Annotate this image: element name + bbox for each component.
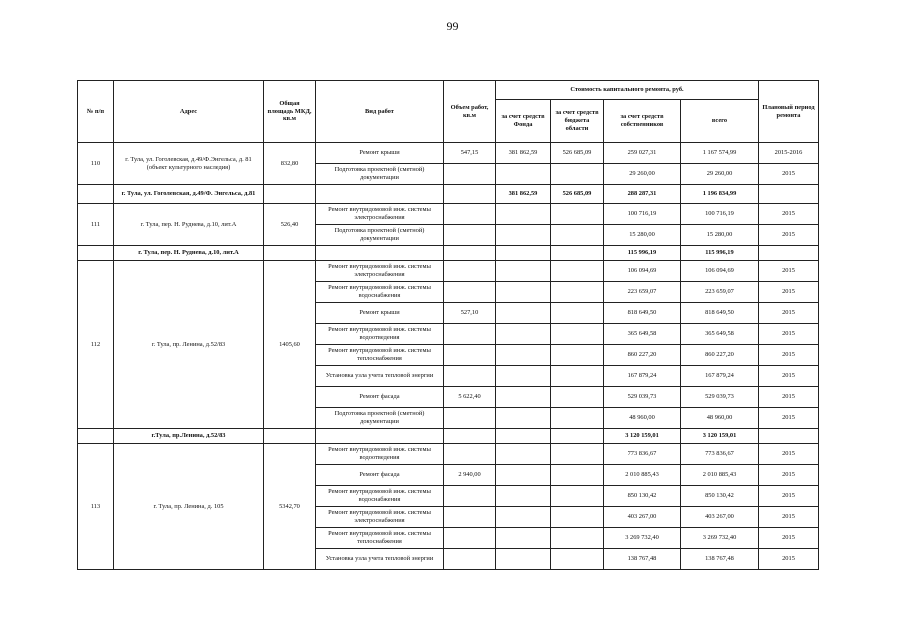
period-cell: 2015-2016 — [759, 143, 819, 164]
volume-cell — [444, 444, 496, 465]
subtotal-row — [78, 185, 819, 204]
address-cell: г. Тула, пр. Ленина, д. 105 — [114, 444, 264, 570]
subtotal-total: 3 120 159,01 — [681, 429, 759, 444]
budget-cell — [551, 549, 604, 570]
period-cell: 2015 — [759, 164, 819, 185]
fund-cell — [496, 408, 551, 429]
work-type-cell: Ремонт внутридомовой инж. системы водоотведения — [316, 324, 444, 345]
volume-cell: 547,15 — [444, 143, 496, 164]
capital-repair-table — [77, 80, 819, 570]
work-type-cell: Ремонт внутридомовой инж. системы водоснабжения — [316, 486, 444, 507]
col-header-cost-group: Стоимость капитального ремонта, руб. — [496, 81, 759, 100]
volume-cell — [444, 261, 496, 282]
subtotal-period — [759, 185, 819, 204]
volume-cell — [444, 225, 496, 246]
total-cell: 860 227,20 — [681, 345, 759, 366]
work-type-cell: Ремонт внутридомовой инж. системы теплоснабжения — [316, 345, 444, 366]
volume-cell: 5 622,40 — [444, 387, 496, 408]
total-cell: 1 167 574,99 — [681, 143, 759, 164]
work-type-cell: Ремонт фасада — [316, 465, 444, 486]
work-type-cell: Ремонт внутридомовой инж. системы электроснабжения — [316, 507, 444, 528]
total-cell: 773 836,67 — [681, 444, 759, 465]
subtotal-area — [264, 246, 316, 261]
work-type-cell: Ремонт крыши — [316, 143, 444, 164]
subtotal-period — [759, 429, 819, 444]
col-header-budget: за счет средств бюджета области — [551, 100, 604, 143]
total-cell: 850 130,42 — [681, 486, 759, 507]
work-type-cell: Подготовка проектной (сметной) документации — [316, 225, 444, 246]
row-number: 110 — [78, 143, 114, 185]
owners-cell: 100 716,19 — [604, 204, 681, 225]
budget-cell: 526 685,09 — [551, 143, 604, 164]
fund-cell — [496, 303, 551, 324]
subtotal-period — [759, 246, 819, 261]
volume-cell — [444, 324, 496, 345]
owners-cell: 529 039,73 — [604, 387, 681, 408]
owners-cell: 167 879,24 — [604, 366, 681, 387]
budget-cell — [551, 366, 604, 387]
row-number: 113 — [78, 444, 114, 570]
col-header-volume: Объем работ, кв.м — [444, 81, 496, 143]
subtotal-volume — [444, 429, 496, 444]
total-cell: 15 280,00 — [681, 225, 759, 246]
subtotal-row — [78, 429, 819, 444]
volume-cell — [444, 204, 496, 225]
period-cell: 2015 — [759, 261, 819, 282]
address-cell: г. Тула, пер. Н. Руднева, д.10, лит.А — [114, 204, 264, 246]
subtotal-fund: 381 862,59 — [496, 185, 551, 204]
subtotal-total: 1 196 834,99 — [681, 185, 759, 204]
volume-cell — [444, 486, 496, 507]
budget-cell — [551, 261, 604, 282]
volume-cell — [444, 507, 496, 528]
budget-cell — [551, 465, 604, 486]
page-number: 99 — [446, 19, 459, 33]
subtotal-label: г.Тула, пр.Ленина, д.52/83 — [114, 429, 264, 444]
fund-cell — [496, 164, 551, 185]
subtotal-label: г. Тула, пер. Н. Руднева, д.10, лит.А — [114, 246, 264, 261]
fund-cell — [496, 486, 551, 507]
work-type-cell: Установка узла учета тепловой энергии — [316, 549, 444, 570]
area-cell: 526,40 — [264, 204, 316, 246]
period-cell: 2015 — [759, 366, 819, 387]
total-cell: 48 960,00 — [681, 408, 759, 429]
period-cell: 2015 — [759, 324, 819, 345]
address-cell: г. Тула, пр. Ленина, д.52/83 — [114, 261, 264, 429]
total-cell: 223 659,07 — [681, 282, 759, 303]
subtotal-owners: 115 996,19 — [604, 246, 681, 261]
period-cell: 2015 — [759, 282, 819, 303]
budget-cell — [551, 282, 604, 303]
fund-cell — [496, 366, 551, 387]
budget-cell — [551, 225, 604, 246]
fund-cell — [496, 549, 551, 570]
owners-cell: 850 130,42 — [604, 486, 681, 507]
subtotal-num — [78, 429, 114, 444]
subtotal-budget — [551, 429, 604, 444]
work-type-cell: Ремонт внутридомовой инж. системы водоотведения — [316, 444, 444, 465]
budget-cell — [551, 507, 604, 528]
volume-cell — [444, 345, 496, 366]
period-cell: 2015 — [759, 549, 819, 570]
subtotal-volume — [444, 185, 496, 204]
fund-cell — [496, 507, 551, 528]
period-cell: 2015 — [759, 465, 819, 486]
subtotal-num — [78, 185, 114, 204]
period-cell: 2015 — [759, 345, 819, 366]
col-header-period: Плановый период ремонта — [759, 81, 819, 143]
owners-cell: 860 227,20 — [604, 345, 681, 366]
volume-cell: 527,10 — [444, 303, 496, 324]
budget-cell — [551, 387, 604, 408]
table-row — [78, 261, 819, 282]
total-cell: 2 010 885,43 — [681, 465, 759, 486]
total-cell: 818 649,50 — [681, 303, 759, 324]
owners-cell: 773 836,67 — [604, 444, 681, 465]
owners-cell: 29 260,00 — [604, 164, 681, 185]
period-cell: 2015 — [759, 408, 819, 429]
table-body — [78, 143, 819, 570]
budget-cell — [551, 486, 604, 507]
volume-cell — [444, 282, 496, 303]
total-cell: 403 267,00 — [681, 507, 759, 528]
owners-cell: 3 269 732,40 — [604, 528, 681, 549]
work-type-cell: Ремонт крыши — [316, 303, 444, 324]
area-cell: 1405,60 — [264, 261, 316, 429]
owners-cell: 48 960,00 — [604, 408, 681, 429]
total-cell: 167 879,24 — [681, 366, 759, 387]
period-cell: 2015 — [759, 303, 819, 324]
volume-cell — [444, 408, 496, 429]
period-cell: 2015 — [759, 507, 819, 528]
budget-cell — [551, 324, 604, 345]
volume-cell — [444, 366, 496, 387]
volume-cell — [444, 549, 496, 570]
total-cell: 138 767,48 — [681, 549, 759, 570]
subtotal-owners: 288 287,31 — [604, 185, 681, 204]
subtotal-area — [264, 185, 316, 204]
subtotal-work — [316, 429, 444, 444]
work-type-cell: Ремонт внутридомовой инж. системы электроснабжения — [316, 204, 444, 225]
period-cell: 2015 — [759, 387, 819, 408]
period-cell: 2015 — [759, 225, 819, 246]
volume-cell — [444, 164, 496, 185]
col-header-work-type: Вид работ — [316, 81, 444, 143]
budget-cell — [551, 528, 604, 549]
subtotal-budget — [551, 246, 604, 261]
work-type-cell: Ремонт внутридомовой инж. системы электроснабжения — [316, 261, 444, 282]
fund-cell — [496, 387, 551, 408]
owners-cell: 15 280,00 — [604, 225, 681, 246]
total-cell: 29 260,00 — [681, 164, 759, 185]
col-header-area: Общая площадь МКД, кв.м — [264, 81, 316, 143]
budget-cell — [551, 204, 604, 225]
owners-cell: 259 027,31 — [604, 143, 681, 164]
budget-cell — [551, 408, 604, 429]
col-header-fund: за счет средств Фонда — [496, 100, 551, 143]
budget-cell — [551, 345, 604, 366]
total-cell: 365 649,58 — [681, 324, 759, 345]
owners-cell: 365 649,58 — [604, 324, 681, 345]
area-cell: 5342,70 — [264, 444, 316, 570]
subtotal-fund — [496, 429, 551, 444]
subtotal-owners: 3 120 159,01 — [604, 429, 681, 444]
col-header-total: всего — [681, 100, 759, 143]
subtotal-area — [264, 429, 316, 444]
fund-cell — [496, 204, 551, 225]
fund-cell — [496, 225, 551, 246]
subtotal-budget: 526 685,09 — [551, 185, 604, 204]
period-cell: 2015 — [759, 444, 819, 465]
table-row — [78, 444, 819, 465]
owners-cell: 818 649,50 — [604, 303, 681, 324]
fund-cell — [496, 282, 551, 303]
row-number: 112 — [78, 261, 114, 429]
col-header-owners: за счет средств собственников — [604, 100, 681, 143]
period-cell: 2015 — [759, 486, 819, 507]
period-cell: 2015 — [759, 204, 819, 225]
period-cell: 2015 — [759, 528, 819, 549]
budget-cell — [551, 303, 604, 324]
fund-cell: 381 862,59 — [496, 143, 551, 164]
col-header-address: Адрес — [114, 81, 264, 143]
subtotal-label: г. Тула, ул. Гоголевская, д.49/Ф. Энгельса, д.81 — [114, 185, 264, 204]
fund-cell — [496, 444, 551, 465]
fund-cell — [496, 261, 551, 282]
col-header-num: № п/п — [78, 81, 114, 143]
work-type-cell: Ремонт внутридомовой инж. системы водоснабжения — [316, 282, 444, 303]
address-cell: г. Тула, ул. Гоголевская, д.49/Ф.Энгельса, д. 81 (объект культурного наследия) — [114, 143, 264, 185]
work-type-cell: Подготовка проектной (сметной) документации — [316, 408, 444, 429]
fund-cell — [496, 345, 551, 366]
fund-cell — [496, 324, 551, 345]
subtotal-work — [316, 185, 444, 204]
owners-cell: 106 094,69 — [604, 261, 681, 282]
owners-cell: 403 267,00 — [604, 507, 681, 528]
fund-cell — [496, 528, 551, 549]
work-type-cell: Подготовка проектной (сметной) документации — [316, 164, 444, 185]
subtotal-total: 115 996,19 — [681, 246, 759, 261]
subtotal-num — [78, 246, 114, 261]
fund-cell — [496, 465, 551, 486]
subtotal-work — [316, 246, 444, 261]
table-header — [78, 81, 819, 143]
total-cell: 106 094,69 — [681, 261, 759, 282]
subtotal-row — [78, 246, 819, 261]
row-number: 111 — [78, 204, 114, 246]
area-cell: 832,80 — [264, 143, 316, 185]
budget-cell — [551, 164, 604, 185]
total-cell: 100 716,19 — [681, 204, 759, 225]
owners-cell: 138 767,48 — [604, 549, 681, 570]
subtotal-volume — [444, 246, 496, 261]
total-cell: 529 039,73 — [681, 387, 759, 408]
volume-cell: 2 940,00 — [444, 465, 496, 486]
budget-cell — [551, 444, 604, 465]
subtotal-fund — [496, 246, 551, 261]
work-type-cell: Ремонт фасада — [316, 387, 444, 408]
table-row — [78, 143, 819, 164]
work-type-cell: Ремонт внутридомовой инж. системы теплоснабжения — [316, 528, 444, 549]
total-cell: 3 269 732,40 — [681, 528, 759, 549]
owners-cell: 223 659,07 — [604, 282, 681, 303]
work-type-cell: Установка узла учета тепловой энергии — [316, 366, 444, 387]
owners-cell: 2 010 885,43 — [604, 465, 681, 486]
table-row — [78, 204, 819, 225]
volume-cell — [444, 528, 496, 549]
